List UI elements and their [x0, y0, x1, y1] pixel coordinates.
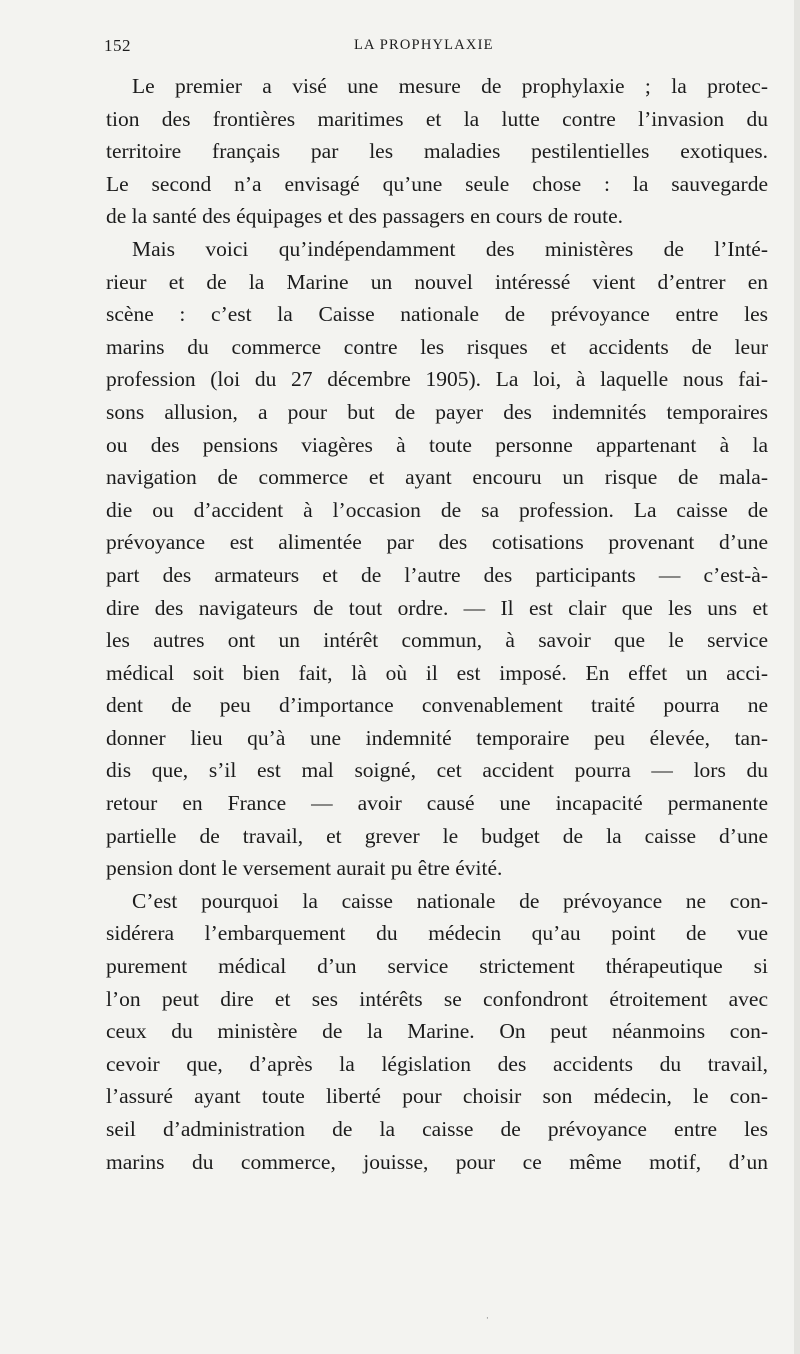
page-edge — [794, 0, 800, 1354]
text-line: die ou d’accident à l’occasion de sa profession. La caisse de — [106, 497, 768, 522]
text-line: navigation de commerce et ayant encouru un risque de mala- — [106, 465, 768, 490]
text-line: retour en France — avoir causé une incapacité permanente — [106, 791, 768, 816]
text-line: Le second n’a envisagé qu’une seule chose : la sauvegarde — [106, 171, 768, 196]
text-line: dire des navigateurs de tout ordre. — Il est clair que les uns et — [106, 595, 768, 620]
text-line: dent de peu d’importance convenablement traité pourra ne — [106, 693, 768, 718]
text-line: part des armateurs et de l’autre des participants — c’est-à- — [106, 562, 768, 587]
text-line: C’est pourquoi la caisse nationale de prévoyance ne con- — [132, 888, 768, 913]
body-text — [106, 70, 768, 1178]
running-head — [104, 36, 768, 56]
text-line: prévoyance est alimentée par des cotisations provenant d’une — [106, 530, 768, 555]
text-line: de la santé des équipages et des passagers en cours de route. — [106, 204, 624, 229]
running-title: LA PROPHYLAXIE — [354, 37, 494, 53]
text-line: rieur et de la Marine un nouvel intéressé vient d’entrer en — [106, 269, 768, 294]
text-line: marins du commerce contre les risques et accidents de leur — [106, 334, 768, 359]
text-line: sidérera l’embarquement du médecin qu’au point de vue — [106, 921, 768, 946]
text-line: scène : c’est la Caisse nationale de prévoyance entre les — [106, 302, 768, 327]
text-line: territoire français par les maladies pestilentielles exotiques. — [106, 139, 768, 164]
text-line: seil d’administration de la caisse de prévoyance entre les — [106, 1117, 768, 1141]
text-line: les autres ont un intérêt commun, à savoir que le service — [106, 628, 768, 653]
text-line: profession (loi du 27 décembre 1905). La loi, à laquelle nous fai- — [106, 367, 768, 392]
text-line: sons allusion, a pour but de payer des indemnités temporaires — [106, 399, 768, 424]
scan-speck: · — [486, 1314, 489, 1324]
text-line: l’on peut dire et ses intérêts se confondront étroitement avec — [106, 986, 768, 1011]
text-line: donner lieu qu’à une indemnité temporaire peu élevée, tan- — [106, 725, 768, 750]
page-number: 152 — [104, 36, 131, 55]
text-line: médical soit bien fait, là où il est imposé. En effet un acci- — [106, 660, 768, 685]
text-line: pension dont le versement aurait pu être évité. — [106, 856, 503, 881]
text-line: l’assuré ayant toute liberté pour choisir son médecin, le con- — [106, 1084, 768, 1109]
text-line: partielle de travail, et grever le budget de la caisse d’une — [106, 823, 768, 848]
text-line: ceux du ministère de la Marine. On peut néanmoins con- — [106, 1019, 768, 1044]
text-line: Mais voici qu’indépendamment des ministères de l’Inté- — [132, 236, 768, 261]
text-line: dis que, s’il est mal soigné, cet accident pourra — lors du — [106, 758, 768, 783]
text-line: purement médical d’un service strictement thérapeutique si — [106, 954, 768, 979]
text-line: marins du commerce, jouisse, pour ce même motif, d’un — [106, 1149, 768, 1174]
text-line: tion des frontières maritimes et la lutte contre l’invasion du — [106, 106, 768, 131]
text-line: ou des pensions viagères à toute personne appartenant à la — [106, 432, 768, 457]
text-line: Le premier a visé une mesure de prophylaxie ; la protec- — [132, 74, 768, 98]
text-line: cevoir que, d’après la législation des accidents du travail, — [106, 1051, 768, 1076]
